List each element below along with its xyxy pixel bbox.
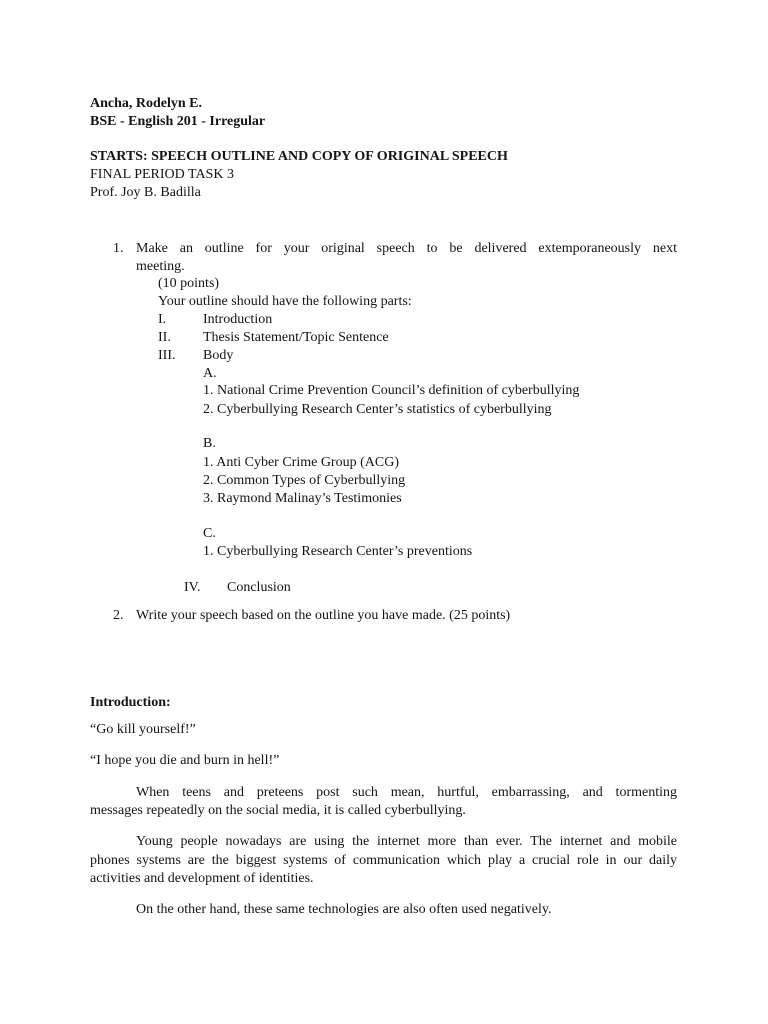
item1-points: (10 points) [158, 276, 220, 291]
outline-sub-b: B. [203, 436, 216, 451]
outline-conclusion: Conclusion [227, 580, 291, 595]
speech-p2-line1: Young people nowadays are using the internet more than ever. The internet and mobile [136, 834, 677, 849]
course-info: BSE - English 201 - Irregular [90, 114, 266, 129]
outline-b3: 3. Raymond Malinay’s Testimonies [203, 491, 402, 506]
outline-numeral-iii: III. [158, 348, 176, 363]
outline-numeral-iv: IV. [184, 580, 201, 595]
outline-b1: 1. Anti Cyber Crime Group (ACG) [203, 455, 399, 470]
speech-p3-line1: On the other hand, these same technologies are also often used negatively. [136, 902, 552, 917]
author-name: Ancha, Rodelyn E. [90, 96, 203, 111]
outline-sub-c: C. [203, 526, 216, 541]
item1-text-line2: meeting. [136, 259, 185, 274]
outline-sub-a: A. [203, 366, 217, 381]
item1-text-line1: Make an outline for your original speech to be delivered extemporaneously next [136, 241, 677, 256]
outline-numeral-ii: II. [158, 330, 171, 345]
task-label: FINAL PERIOD TASK 3 [90, 167, 234, 182]
section-heading-introduction: Introduction: [90, 695, 171, 710]
speech-p1-line2: messages repeatedly on the social media, it is called cyberbullying. [90, 803, 466, 818]
document-title: STARTS: SPEECH OUTLINE AND COPY OF ORIGINAL SPEECH [90, 149, 508, 164]
outline-a1: 1. National Crime Prevention Council’s definition of cyberbullying [203, 383, 580, 398]
list-number-2: 2. [113, 608, 124, 623]
professor-name: Prof. Joy B. Badilla [90, 185, 201, 200]
outline-introduction: Introduction [203, 312, 273, 327]
item2-text: Write your speech based on the outline you have made. (25 points) [136, 608, 511, 623]
outline-a2: 2. Cyberbullying Research Center’s statistics of cyberbullying [203, 402, 552, 417]
outline-body: Body [203, 348, 234, 363]
speech-p2-line2: phones systems are the biggest systems of communication which play a crucial role in our daily [90, 853, 677, 868]
outline-c1: 1. Cyberbullying Research Center’s preventions [203, 544, 473, 559]
outline-b2: 2. Common Types of Cyberbullying [203, 473, 406, 488]
list-number-1: 1. [113, 241, 124, 256]
speech-p2-line3: activities and development of identities. [90, 871, 314, 886]
speech-p1-line1: When teens and preteens post such mean, hurtful, embarrassing, and tormenting [136, 785, 677, 800]
outline-parts-intro: Your outline should have the following parts: [158, 294, 412, 309]
outline-thesis: Thesis Statement/Topic Sentence [203, 330, 389, 345]
outline-numeral-i: I. [158, 312, 167, 327]
speech-quote-2: “I hope you die and burn in hell!” [90, 753, 280, 768]
speech-quote-1: “Go kill yourself!” [90, 722, 196, 737]
